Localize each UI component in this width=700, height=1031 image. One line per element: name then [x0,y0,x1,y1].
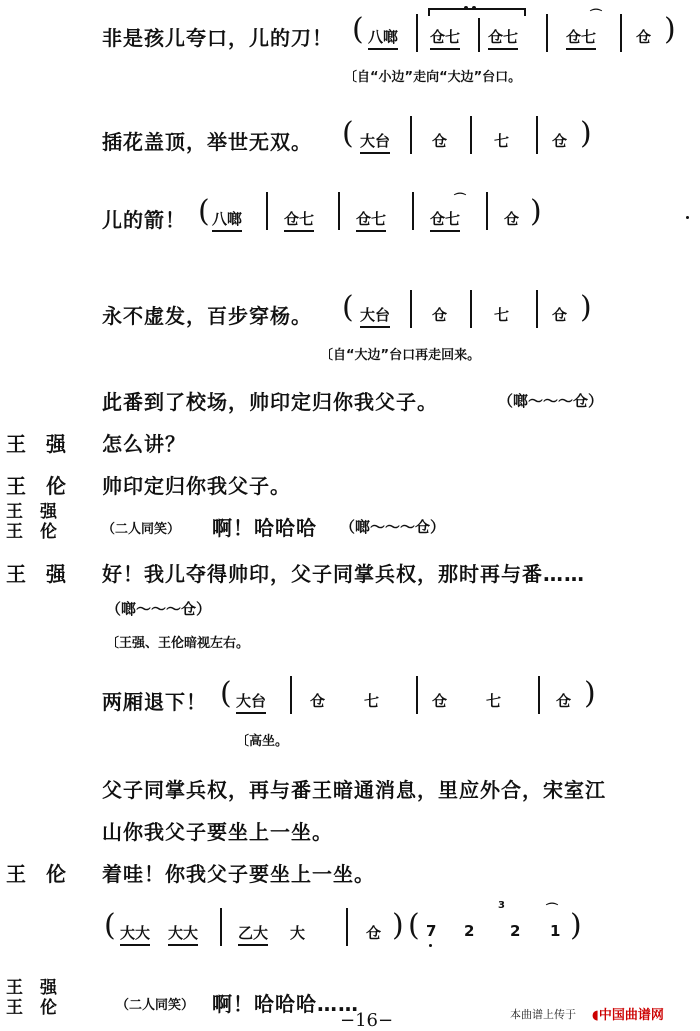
line-4-text: 永不虚发，百步穿杨。 [102,304,312,328]
line-13-text: 着哇！你我父子要坐上一坐。 [102,862,375,886]
barline [412,192,414,230]
beat-6: 仓 [556,692,572,710]
fermata-icon: ⌒ [546,902,559,916]
close-paren: ) [580,116,592,151]
close-paren: ) [664,12,676,47]
beat-4: 仓 [552,132,568,150]
aside: （二人同笑） [102,522,181,537]
barline [620,14,622,52]
beat-2: 仓 [310,692,326,710]
barline [538,676,540,714]
beat-3: 乙大 [238,922,268,946]
barline [536,290,538,328]
beat-1: 大大 [120,922,150,946]
beat-4: 仓七 [566,26,596,50]
beat-4: 仓七 [430,208,460,232]
beat-5: 仓 [636,28,652,46]
speaker-label: 王 伦 [6,862,66,886]
barline [266,192,268,230]
barline [486,192,488,230]
line-7-text: 帅印定归你我父子。 [102,474,291,498]
speaker-label: 王 强 [6,978,57,998]
close-paren: ) [530,194,542,229]
beat-4: 仓 [552,306,568,324]
stage-direction: 〔王强、王伦暗视左右。 [106,636,250,651]
line-11-text: 父子同掌兵权，再与番王暗通消息，里应外合，宋室江 [102,778,606,802]
site-logo [592,1004,664,1023]
barline [546,14,548,52]
line-5-text: 此番到了校场，帅印定归你我父子。 [102,390,438,414]
jianpu-note: 7 [426,922,437,940]
beat-1: 大台 [360,130,390,154]
jianpu-note: 2 [510,922,521,940]
barline [346,908,348,946]
stage-direction: 〔自“大边”台口再走回来。 [320,348,481,363]
stage-direction: 〔自“小边”走向“大边”台口。 [344,70,522,85]
beat-3: 仓七 [356,208,386,232]
beat-roll: （啷～～～仓） [106,600,212,618]
beat-1: 八啷 [212,208,242,232]
beat-1: 大台 [360,304,390,328]
barline [470,116,472,154]
barline [470,290,472,328]
jianpu-note: 1 [550,922,561,940]
open-paren: ( [342,116,354,151]
lower-octave-dot [429,944,432,947]
barline [416,14,418,52]
beat-5: 七 [486,692,502,710]
line-12-text: 山你我父子要坐上一坐。 [102,820,333,844]
speaker-label: 王 强 [6,562,66,586]
barline [338,192,340,230]
beat-2: 大大 [168,922,198,946]
beat-dot [464,6,468,10]
close-paren: ) [580,290,592,325]
open-paren: ( [408,908,420,943]
beat-dot [472,6,476,10]
open-paren: ( [220,676,232,711]
line-9-text: 好！我儿夺得帅印，父子同掌兵权，那时再与番…… [102,562,585,586]
barline [410,290,412,328]
open-paren: ( [198,194,210,229]
grace-note: 3 [498,900,505,911]
line-6-text: 怎么讲？ [102,432,186,456]
barline [220,908,222,946]
line-15-text: 啊！哈哈哈…… [212,992,359,1016]
beat-1: 大台 [236,690,266,714]
speaker-label: 王 伦 [6,522,57,542]
open-paren: ( [352,12,364,47]
close-paren: ) [570,908,582,943]
barline [416,676,418,714]
line-3-text: 儿的箭！ [102,208,186,232]
open-paren: ( [342,290,354,325]
beat-2: 仓 [432,132,448,150]
beat-5: 仓 [504,210,520,228]
beat-3: 七 [494,306,510,324]
barline [478,18,480,52]
jianpu-note: 2 [464,922,475,940]
line-1-text: 非是孩儿夸口，儿的刀！ [102,26,333,50]
footer-note: 本曲谱上传于 [510,1008,576,1021]
beat-2: 仓七 [430,26,460,50]
logo-text: 中国曲谱网 [598,1008,664,1023]
beat-1: 八啷 [368,26,398,50]
close-paren: ) [584,676,596,711]
fermata-icon: ⌒ [590,8,603,22]
open-paren: ( [104,908,116,943]
line-10-text: 两厢退下！ [102,690,207,714]
beat-3: 七 [364,692,380,710]
beat-2: 仓七 [284,208,314,232]
line-8-text: 啊！哈哈哈 [212,516,317,540]
speaker-label: 王 伦 [6,474,66,498]
beat-3: 仓七 [488,26,518,50]
stage-direction: 〔高坐。 [236,734,289,749]
logo-icon: ◖ [592,1008,599,1023]
beat-roll: （啷～～～仓） [498,392,604,410]
speck [686,216,689,219]
beat-4: 仓 [432,692,448,710]
beat-4: 大 [290,924,306,942]
close-paren: ) [392,908,404,943]
beat-roll: （啷～～～仓） [340,518,446,536]
aside: （二人同笑） [116,998,195,1013]
page-number: −16− [340,1010,394,1031]
speaker-label: 王 伦 [6,998,57,1018]
beat-bracket [428,8,526,16]
barline [410,116,412,154]
beat-5: 仓 [366,924,382,942]
fermata-icon: ⌒ [454,192,467,206]
line-2-text: 插花盖顶，举世无双。 [102,130,312,154]
speaker-label: 王 强 [6,432,66,456]
beat-2: 仓 [432,306,448,324]
beat-3: 七 [494,132,510,150]
barline [536,116,538,154]
speaker-label: 王 强 [6,502,57,522]
barline [290,676,292,714]
